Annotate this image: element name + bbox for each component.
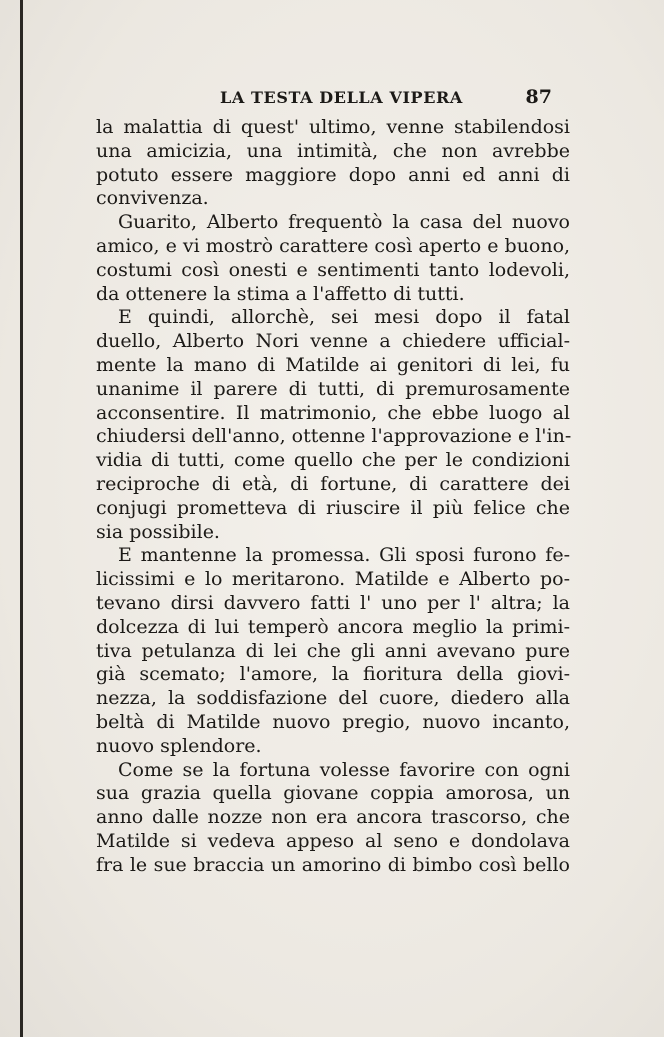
text-line: sua grazia quella giovane coppia amorosa, un	[96, 782, 570, 805]
text-line: potuto essere maggiore dopo anni ed anni di	[96, 163, 570, 186]
text-line: dolcezza di lui temperò ancora meglio la primi-	[96, 615, 570, 638]
text-line: conjugi prometteva di riuscire il più felice che	[96, 496, 570, 519]
text-line: tiva petulanza di lei che gli anni avevano pure	[96, 639, 570, 662]
text-line: vidia di tutti, come quello che per le condizioni	[96, 449, 570, 472]
page-header	[96, 86, 570, 112]
text-line: Guarito, Alberto frequentò la casa del nuovo	[118, 211, 570, 234]
text-line: reciproche di età, di fortune, di carattere dei	[96, 472, 570, 495]
running-title: LA TESTA DELLA VIPERA	[220, 88, 463, 107]
text-line: mente la mano di Matilde ai genitori di lei, fu	[96, 353, 570, 376]
text-line: beltà di Matilde nuovo pregio, nuovo incanto,	[96, 710, 570, 733]
text-line: acconsentire. Il matrimonio, che ebbe luogo al	[96, 401, 570, 424]
text-line: la malattia di quest' ultimo, venne stabilendosi	[96, 116, 570, 138]
text-line: licissimi e lo meritarono. Matilde e Alberto po-	[96, 568, 570, 591]
text-line: anno dalle nozze non era ancora trascorso, che	[96, 806, 570, 829]
page-edge-line	[20, 0, 23, 1037]
text-line: già scemato; l'amore, la fioritura della giovi-	[96, 663, 570, 686]
text-line: costumi così onesti e sentimenti tanto lodevoli,	[96, 258, 570, 281]
text-line: tevano dirsi davvero fatti l' uno per l' altra; la	[96, 591, 570, 614]
text-line: convivenza.	[96, 187, 209, 210]
body-text	[96, 116, 570, 878]
text-line: chiudersi dell'anno, ottenne l'approvazione e l'in-	[96, 425, 572, 448]
text-line: una amicizia, una intimità, che non avrebbe	[96, 139, 570, 162]
text-line: E mantenne la promessa. Gli sposi furono fe-	[118, 544, 570, 567]
text-line: sia possibile.	[96, 520, 220, 543]
text-line: fra le sue braccia un amorino di bimbo così bello	[96, 853, 570, 876]
text-line: Matilde si vedeva appeso al seno e dondolava	[96, 829, 570, 852]
text-line: nuovo splendore.	[96, 734, 262, 757]
text-line: amico, e vi mostrò carattere così aperto e buono,	[96, 234, 571, 257]
page-number: 87	[525, 86, 552, 108]
text-line: da ottenere la stima a l'affetto di tutti.	[96, 282, 465, 305]
text-line: duello, Alberto Nori venne a chiedere ufficial-	[96, 330, 570, 353]
text-line: nezza, la soddisfazione del cuore, diedero alla	[96, 687, 570, 710]
text-line: unanime il parere di tutti, di premurosamente	[96, 377, 570, 400]
text-line: E quindi, allorchè, sei mesi dopo il fatal	[118, 306, 570, 329]
text-line: Come se la fortuna volesse favorire con ogni	[118, 758, 570, 781]
